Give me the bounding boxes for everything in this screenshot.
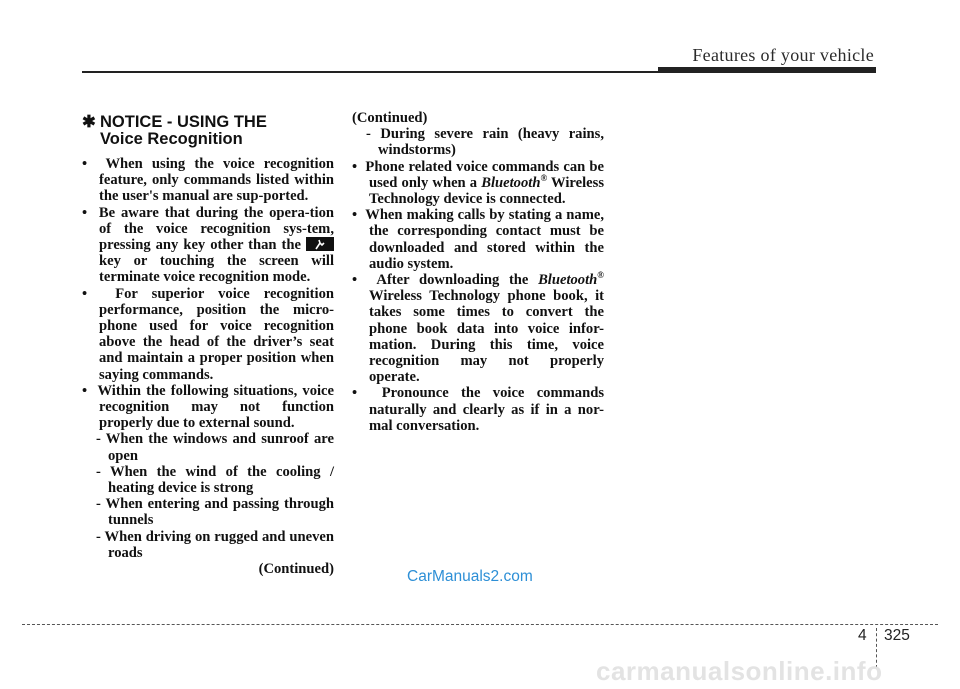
sub-item: - During severe rain (heavy rains, windstorms) xyxy=(366,126,604,159)
bullet-item: • After downloading the Bluetooth® Wireless Technology phone book, it takes some times to convert the phone book data into voice infor-mation. During this time, voice recognition may not properly operate. xyxy=(352,270,604,386)
notice-title-line1: NOTICE - USING THE xyxy=(100,113,267,131)
chapter-number: 4 xyxy=(858,627,867,644)
notice-title xyxy=(82,114,334,148)
watermark-text: carmanualsonline.info xyxy=(596,656,883,686)
registered-mark: ® xyxy=(540,172,548,183)
page-number: 325 xyxy=(884,627,910,644)
bullet-item: • Be aware that during the opera-tion of the voice recognition sys-tem, pressing any key other than the key or touching the screen will terminate voice recognition mode. xyxy=(82,204,334,286)
sub-item: - When the wind of the cooling / heating device is strong xyxy=(96,463,335,497)
bullet-item: • When using the voice recognition feature, only commands listed within the user's manual are sup-ported. xyxy=(82,156,335,205)
notice-title-line2: Voice Recognition xyxy=(100,130,243,148)
right-column xyxy=(352,110,604,434)
watermark-link[interactable]: CarManuals2.com xyxy=(407,568,533,585)
continued-label: (Continued) xyxy=(258,561,334,578)
continued-label: (Continued) xyxy=(352,110,428,126)
header-rule-accent xyxy=(658,67,876,73)
bluetooth-label: Bluetooth xyxy=(538,272,598,289)
footer-dashed-rule xyxy=(22,624,938,625)
bullet-item: • When making calls by stating a name, the corresponding contact must be downloaded and stored within the audio system. xyxy=(352,207,604,272)
asterisk-icon: ✱ xyxy=(82,113,96,131)
bullet-item: • For superior voice recognition performance, position the micro-phone used for voice recognition above the head of the driver’s seat and maintain a proper position when saying commands. xyxy=(82,285,335,383)
bullet-item: • Pronounce the voice commands naturally and clearly as if in a nor-mal conversation. xyxy=(352,385,605,434)
registered-mark: ® xyxy=(597,270,604,281)
left-column xyxy=(82,110,334,577)
sub-item: - When the windows and sunroof are open xyxy=(96,431,334,464)
bullet-item: • Phone related voice commands can be used only when a Bluetooth® Wireless Technology device is connected. xyxy=(352,158,605,208)
page-header-title: Features of your vehicle xyxy=(692,45,874,65)
bluetooth-label: Bluetooth xyxy=(481,174,541,191)
voice-recognition-key-icon xyxy=(306,237,334,251)
header-rule xyxy=(82,71,660,73)
bullet-item: • Within the following situations, voice recognition may not function properly due to external sound. xyxy=(82,382,334,432)
sub-item: - When driving on rugged and uneven roads xyxy=(96,528,334,561)
sub-item: - When entering and passing through tunnels xyxy=(96,496,334,529)
